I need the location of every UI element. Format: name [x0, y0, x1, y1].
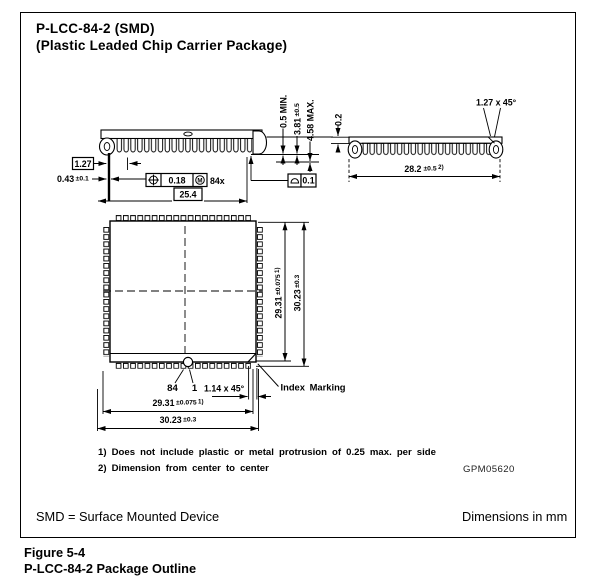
- mmc-symbol-icon: [196, 176, 205, 185]
- true-position-frame: [146, 174, 207, 187]
- dim-position-tolerance: 0.18: [168, 175, 186, 186]
- pin-1-label: 1: [191, 383, 198, 394]
- dim-lead-pitch: 1.27: [74, 158, 92, 169]
- pin1-marker: [183, 357, 192, 366]
- index-chamfer: [248, 353, 257, 362]
- dim-lead-width: 0.43 ±0.1: [57, 174, 89, 184]
- bottom-view: [103, 215, 263, 369]
- dim-width-inner: 29.31 ±0.0751): [152, 398, 204, 408]
- svg-text:M: M: [197, 177, 203, 185]
- footnote-2: 2) Dimension from center to center: [98, 463, 269, 474]
- smd-legend: SMD = Surface Mounted Device: [36, 509, 220, 524]
- side-view-right: [348, 137, 503, 158]
- dim-body-height: 3.81±0.5: [292, 103, 303, 135]
- side-view-left-dimensions: [57, 153, 247, 203]
- dim-overall-height: 4.58 MAX.: [305, 99, 316, 141]
- dim-width-outer: 30.23 ±0.3: [159, 415, 197, 425]
- package-description: (Plastic Leaded Chip Carrier Package): [36, 38, 288, 53]
- dim-row-span: 25.4: [179, 189, 197, 200]
- side-view-left: [100, 130, 267, 155]
- units-note: Dimensions in mm: [462, 509, 568, 524]
- dim-height-inner: 29.31±0.0751): [273, 267, 284, 319]
- dim-lead-count: 84x: [210, 175, 225, 186]
- footnote-1: 1) Does not include plastic or metal protrusion of 0.25 max. per side: [98, 447, 437, 458]
- dim-index-chamfer: 1.14 x 45°: [204, 383, 245, 394]
- figure-number: Figure 5-4: [24, 545, 86, 560]
- dim-lead-chamfer: 1.27 x 45°: [476, 97, 517, 108]
- dim-standoff: 0.5 MIN.: [278, 94, 289, 128]
- pin-84-label: 84: [167, 383, 178, 394]
- dim-flatness: 0.1: [302, 175, 315, 186]
- dim-lead-span: 28.2 ±0.5 2): [404, 164, 444, 174]
- position-symbol-icon: [148, 175, 159, 186]
- drawing-code: GPM05620: [463, 464, 515, 475]
- figure-title: P-LCC-84-2 Package Outline: [24, 561, 197, 576]
- package-name: P-LCC-84-2 (SMD): [36, 21, 155, 36]
- index-marking-label: Index Marking: [280, 381, 346, 393]
- bottom-view-dimensions: [98, 222, 346, 431]
- dim-lid-step: 0.2: [333, 113, 344, 126]
- index-dot: [184, 132, 192, 136]
- dim-height-outer: 30.23±0.3: [292, 274, 303, 312]
